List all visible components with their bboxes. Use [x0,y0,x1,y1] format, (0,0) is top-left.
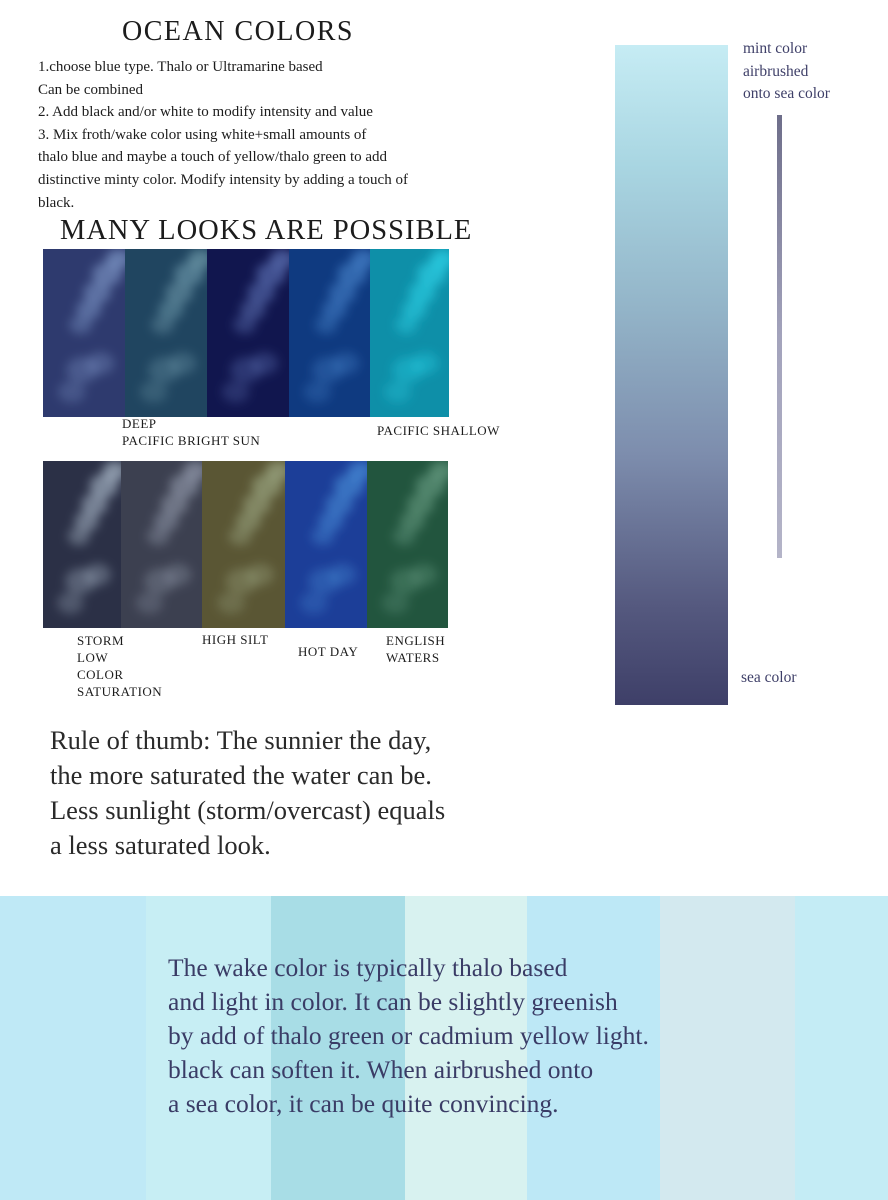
froth-pattern [43,249,125,417]
label-line: airbrushed [743,62,809,80]
froth-blob [332,352,359,374]
swatch-pacific-bright-sun [207,249,289,417]
froth-pattern [370,249,449,417]
rule-line: Less sunlight (storm/overcast) equals [50,795,446,825]
froth-blob [412,352,439,374]
froth-blob [311,527,334,545]
label-line: STORM [77,633,125,648]
swatch-deep [43,249,125,417]
swatch-label-english-waters [386,632,445,666]
mint-color-label [743,38,830,106]
section-heading: MANY LOOKS ARE POSSIBLE [60,215,473,246]
froth-pattern [367,461,448,628]
froth-blob [87,352,115,374]
rule-line: the more saturated the water can be. [50,760,432,790]
page-title: OCEAN COLORS [122,16,354,47]
froth-pattern [202,461,285,628]
froth-blob [300,592,328,614]
instruction-line: 2. Add black and/or white to modify intensity and value [38,104,373,121]
froth-blob [246,564,274,586]
wake-line: by add of thalo green or cadmium yellow light. [168,1021,649,1050]
froth-blob [151,315,174,333]
froth-blob [393,527,416,545]
label-line: LOW [77,650,109,665]
swatch-low-saturation [121,461,202,628]
label-line: COLOR [77,667,124,682]
froth-blob [329,564,357,586]
froth-blob [136,592,163,614]
swatch-label-hot-day [298,643,358,660]
froth-blob [315,315,338,333]
froth-pattern [43,461,121,628]
label-line: DEEP [122,416,157,431]
wake-color-text [168,951,828,1121]
froth-pattern [125,249,207,417]
swatch-pacific-shallow [370,249,449,417]
swatch-english-waters [367,461,448,628]
label-line: WATERS [386,650,440,665]
froth-pattern [289,249,370,417]
label-line: PACIFIC SHALLOW [377,423,500,438]
froth-pattern [121,461,202,628]
instruction-line: black. [38,194,75,211]
froth-blob [384,381,411,403]
wake-line: black can soften it. When airbrushed onto [168,1055,594,1084]
froth-blob [222,381,250,403]
froth-blob [229,527,252,545]
froth-blob [395,315,417,333]
label-line: mint color [743,40,808,57]
froth-blob [147,527,170,545]
rule-line: a less saturated look. [50,830,271,860]
froth-blob [68,527,90,545]
swatch-pacific-teal [125,249,207,417]
froth-pattern [285,461,367,628]
swatch-label-pacific-shallow [377,422,500,439]
froth-blob [84,564,110,586]
label-line: SATURATION [77,684,163,699]
froth-pattern [207,249,289,417]
label-line: HOT DAY [298,644,359,659]
swatch-label-storm [77,632,162,700]
label-line: PACIFIC BRIGHT SUN [122,433,261,448]
label-line: HIGH SILT [202,632,269,647]
wake-stripe [0,896,146,1200]
froth-blob [58,381,86,403]
froth-blob [169,352,197,374]
swatch-pacific-blue [289,249,370,417]
froth-blob [410,564,437,586]
froth-blob [57,592,83,614]
sea-color-label: sea color [741,669,797,686]
label-line: onto sea color [743,85,830,102]
instruction-line: 1.choose blue type. Thalo or Ultramarine based [38,59,323,75]
froth-blob [382,592,409,614]
froth-blob [164,564,191,586]
rule-of-thumb [50,723,610,863]
instruction-line: thalo blue and maybe a touch of yellow/thalo green to add [38,149,388,166]
swatch-high-silt [202,461,285,628]
swatch-label-high-silt [202,631,269,648]
instruction-line: 3. Mix froth/wake color using white+small amounts of [38,126,367,143]
wake-line: a sea color, it can be quite convincing. [168,1089,559,1118]
froth-blob [217,592,245,614]
instruction-line: distinctive minty color. Modify intensity by adding a touch of [38,171,408,188]
mint-airbrush-stroke [777,115,782,558]
froth-blob [304,381,331,403]
instruction-line: Can be combined [38,81,143,98]
froth-blob [140,381,168,403]
label-line: ENGLISH [386,633,446,648]
froth-blob [69,315,92,333]
wake-line: and light in color. It can be slightly greenish [168,987,618,1016]
instructions [38,56,578,214]
swatch-hot-day [285,461,367,628]
wake-line: The wake color is typically thalo based [168,953,568,982]
swatch-storm [43,461,121,628]
sea-gradient-bar [615,45,728,705]
swatch-label-deep-pacific [122,415,260,449]
froth-blob [233,315,256,333]
rule-line: Rule of thumb: The sunnier the day, [50,725,432,755]
froth-blob [251,352,279,374]
